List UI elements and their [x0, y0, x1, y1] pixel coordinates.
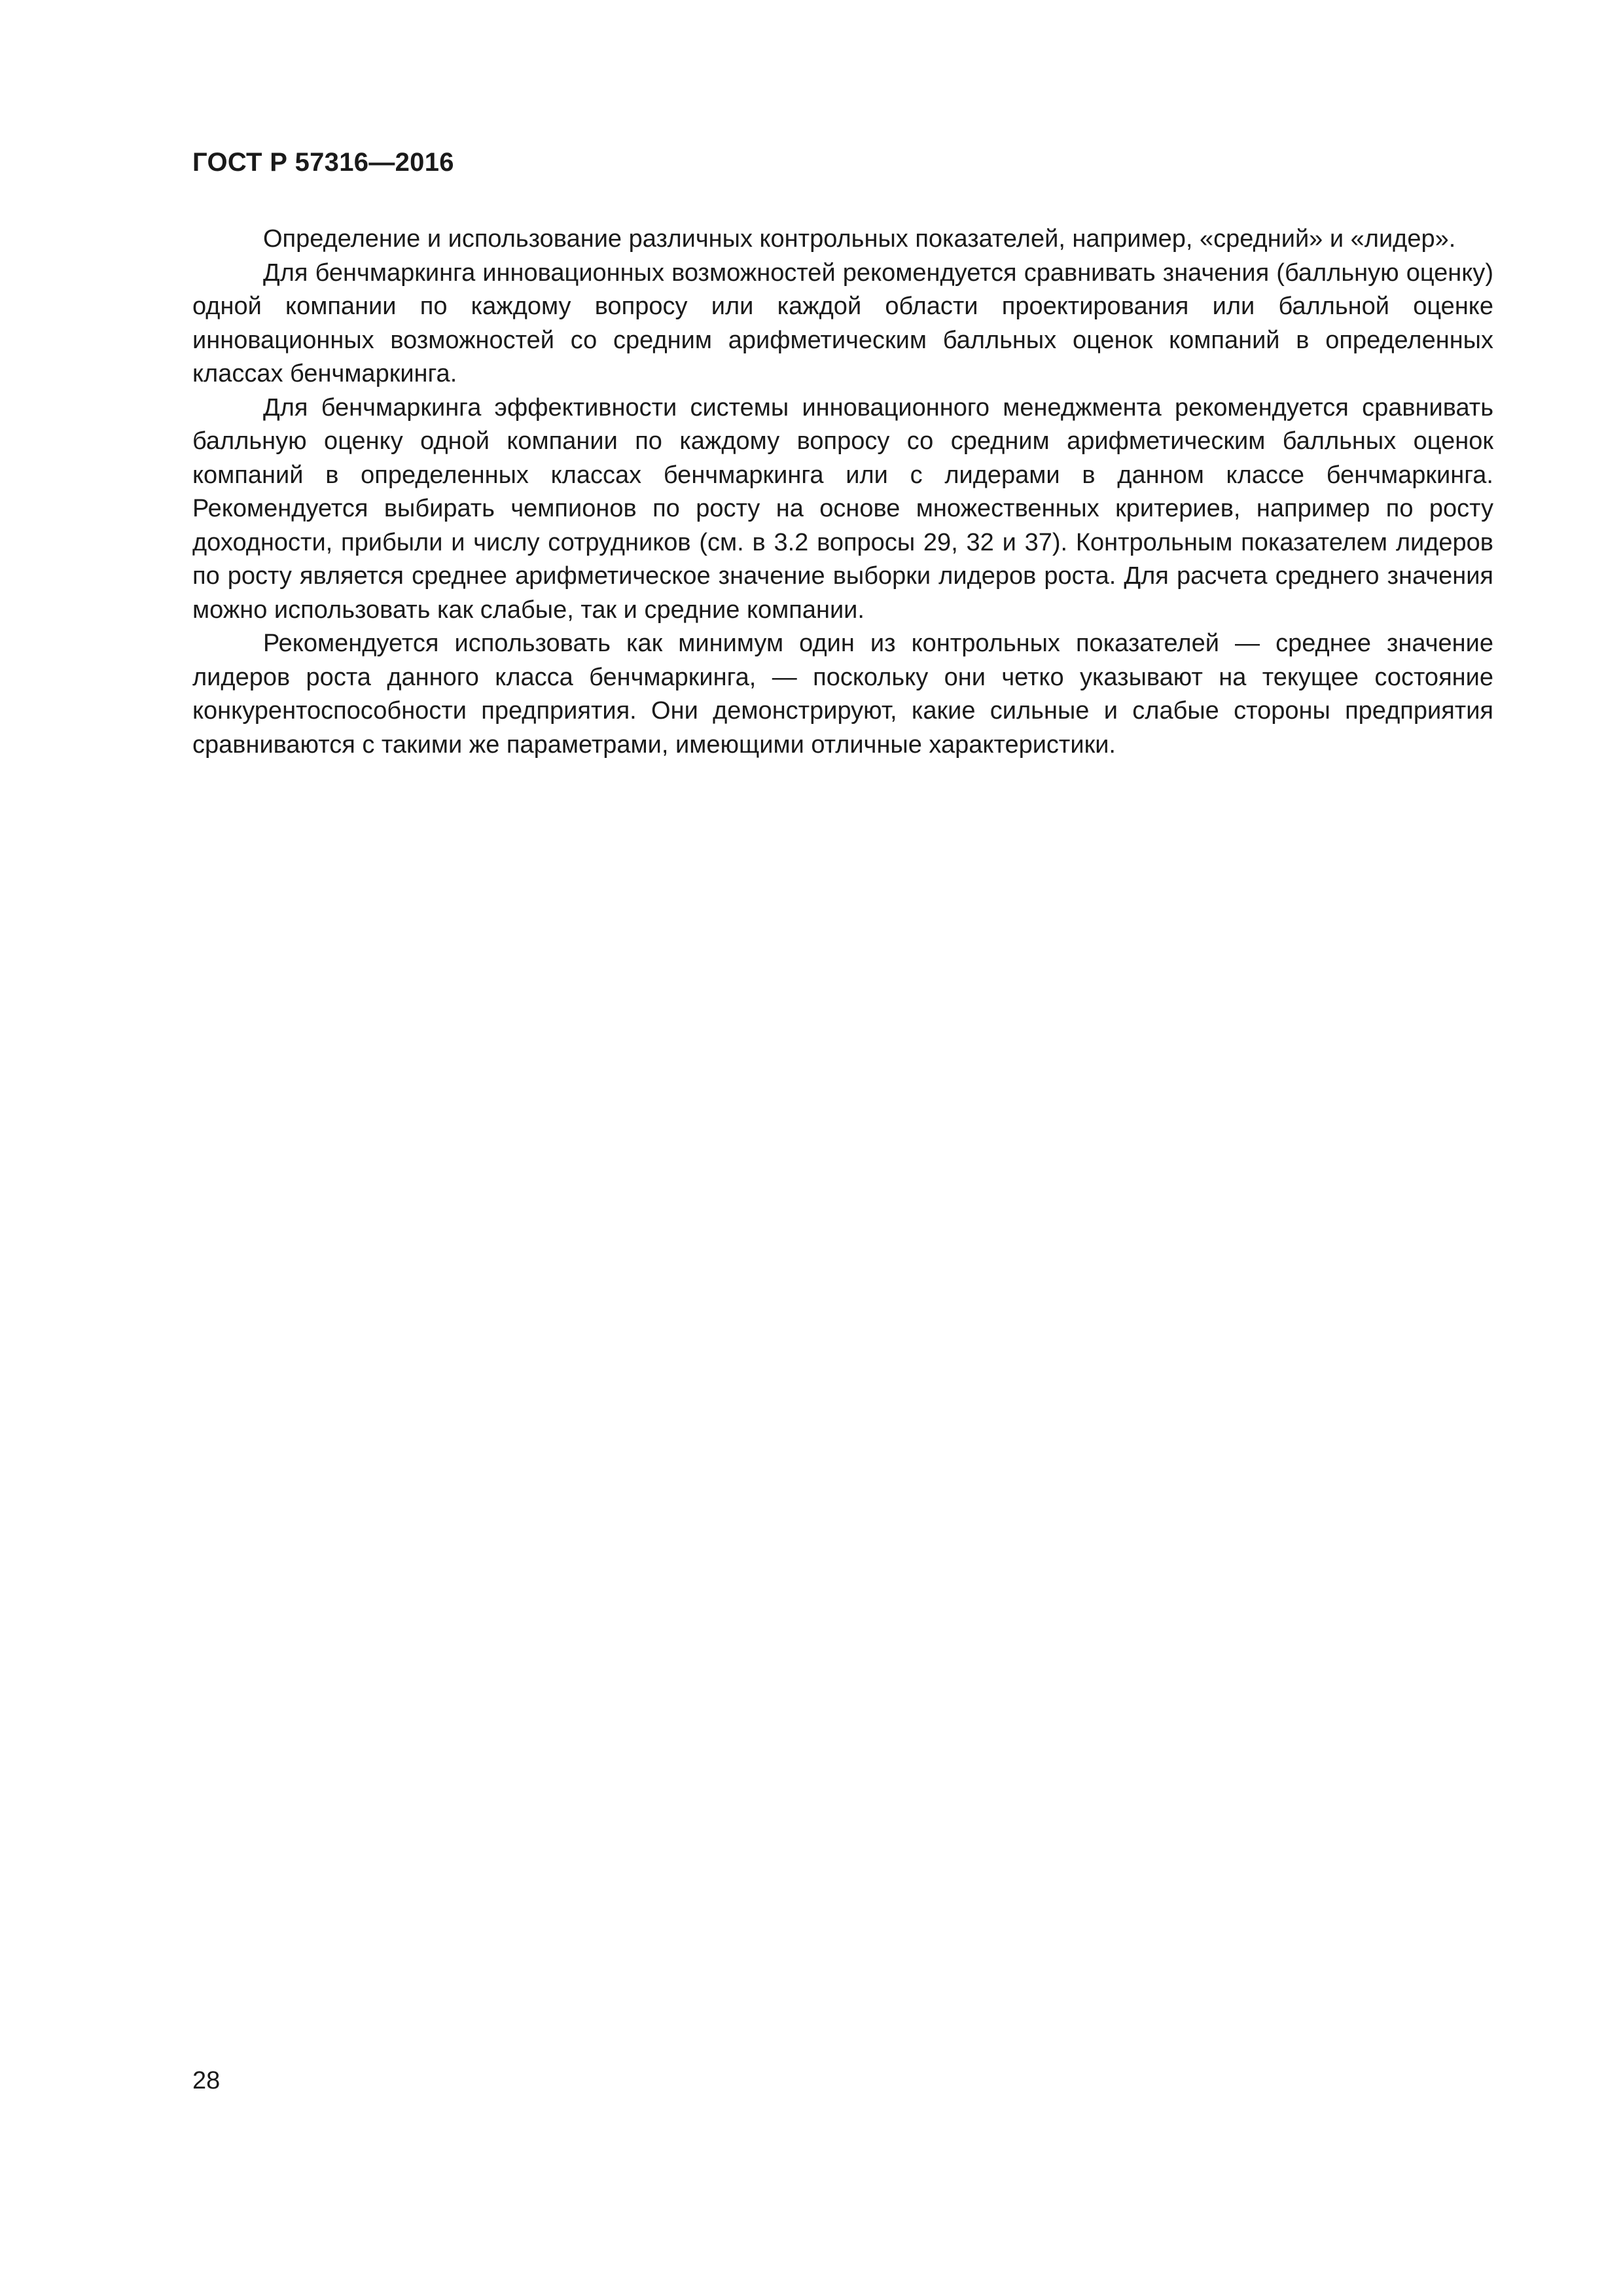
page-number: 28 — [192, 2067, 221, 2094]
paragraph-management-efficiency: Для бенчмаркинга эффективности системы инновационного менеджмента рекомендуется сравнивать балльную оценку одной компании по каждому вопросу со средним арифметическим балльных оценок компаний в определенных классах бенчмаркинга или с лидерами в данном классе бенчмаркинга. Рекомендуется выбирать чемпионов по росту на основе множественных критериев, например по росту доходности, прибыли и числу сотрудников (см. в 3.2 вопросы 29, 32 и 37). Контрольным показателем лидеров по росту является среднее арифметическое значение выборки лидеров роста. Для расчета среднего значения можно использовать как слабые, так и средние компании. — [192, 393, 1493, 624]
paragraph-definitions: Определение и использование различных контрольных показателей, например, «средний» и «лидер». — [263, 225, 1456, 253]
standard-designation: ГОСТ Р 57316—2016 — [192, 148, 454, 177]
body-text — [192, 223, 1493, 762]
paragraph-recommendation: Рекомендуется использовать как минимум один из контрольных показателей — среднее значение лидеров роста данного класса бенчмаркинга, — поскольку они четко указывают на текущее состояние конкурентоспособности предприятия. Они демонстрируют, какие сильные и слабые стороны предприятия сравниваются с такими же параметрами, имеющими отличные характеристики. — [192, 630, 1493, 759]
paragraph-innovation-capabilities: Для бенчмаркинга инновационных возможностей рекомендуется сравнивать значения (балльную оценку) одной компании по каждому вопросу или каждой области проектирования или балльной оценке инновационных возможностей со средним арифметическим балльных оценок компаний в определенных классах бенчмаркинга. — [192, 259, 1493, 387]
